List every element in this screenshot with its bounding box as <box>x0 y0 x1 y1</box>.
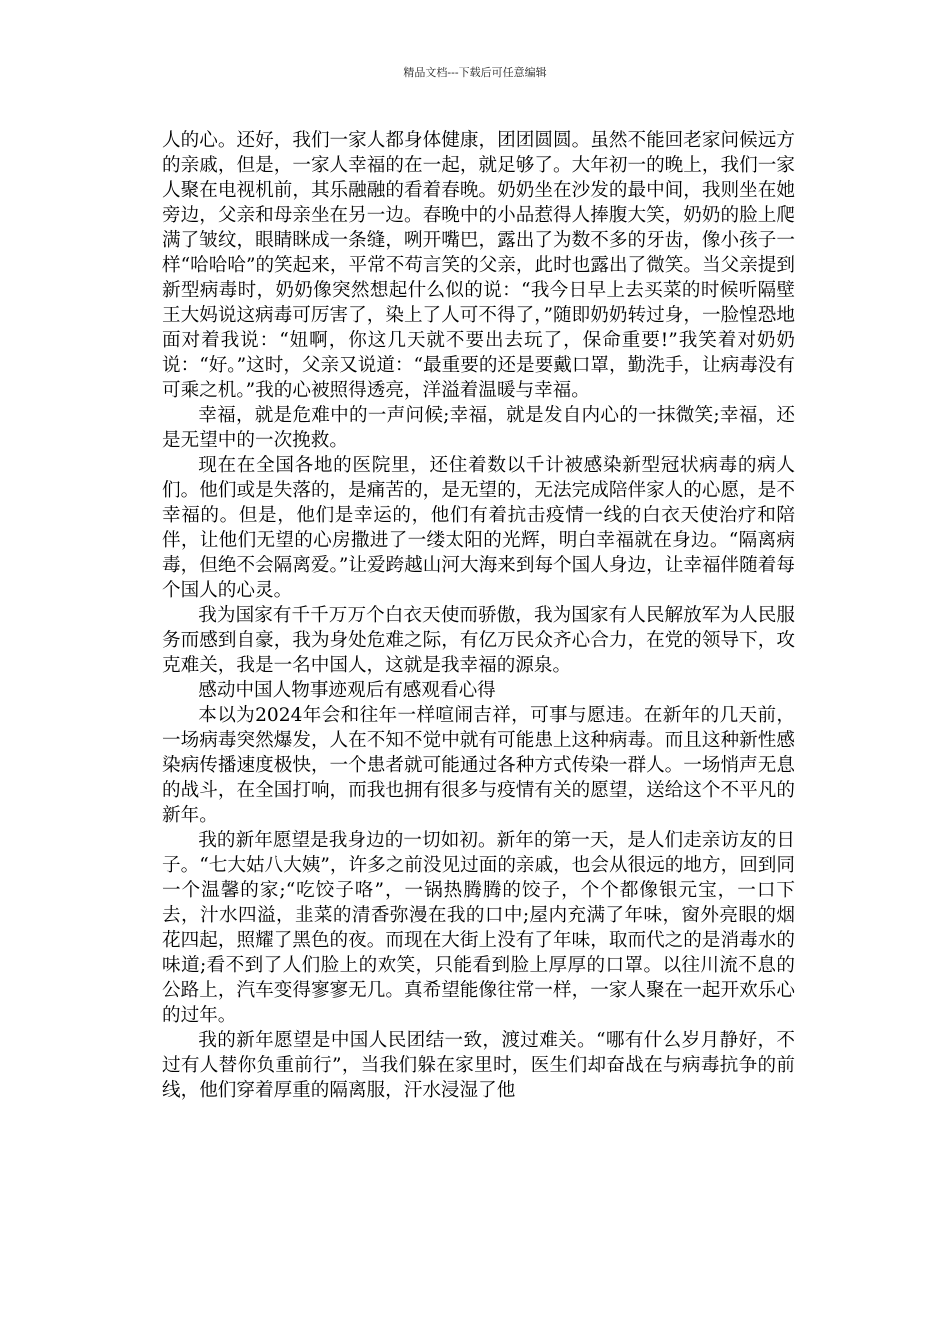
paragraph: 我的新年愿望是我身边的一切如初。新年的第一天，是人们走亲访友的日子。“七大姑八大姨”，许多之前没见过面的亲戚，也会从很远的地方，回到同一个温馨的家;“吃饺子咯”，一锅热腾腾的饺子，个个都像银元宝，一口下去，汁水四溢，韭菜的清香弥漫在我的口中;屋内充满了年味，窗外亮眼的烟花四起，照耀了黑色的夜。而现在大街上没有了年味，取而代之的是消毒水的味道;看不到了人们脸上的欢笑，只能看到脸上厚厚的口罩。以往川流不息的公路上，汽车变得寥寥无几。真希望能像往常一样，一家人聚在一起开欢乐心的过年。 <box>162 830 795 1026</box>
page-header: 精品文档---下载后可任意编辑 <box>403 66 547 79</box>
paragraph: 本以为2024年会和往年一样喧闹吉祥，可事与愿违。在新年的几天前，一场病毒突然爆发，人在不知不觉中就有可能患上这种病毒。而且这种新性感染病传播速度极快，一个患者就可能通过各种方式传染一群人。一场悄声无息的战斗，在全国打响，而我也拥有很多与疫情有关的愿望，送给这个不平凡的新年。 <box>162 705 795 826</box>
paragraph: 幸福，就是危难中的一声问候;幸福，就是发自内心的一抹微笑;幸福，还是无望中的一次挽救。 <box>162 405 795 451</box>
document-body <box>162 128 795 1103</box>
paragraph: 我的新年愿望是中国人民团结一致，渡过难关。“哪有什么岁月静好，不过有人替你负重前行”，当我们躲在家里时，医生们却奋战在与病毒抗争的前线，他们穿着厚重的隔离服，汗水浸湿了他 <box>162 1030 795 1101</box>
paragraph: 我为国家有千千万万个白衣天使而骄傲，我为国家有人民解放军为人民服务而感到自豪，我为身处危难之际，有亿万民众齐心合力，在党的领导下，攻克难关，我是一名中国人，这就是我幸福的源泉。 <box>162 605 795 676</box>
section-heading: 感动中国人物事迹观后有感观看心得 <box>198 680 496 701</box>
paragraph: 人的心。还好，我们一家人都身体健康，团团圆圆。虽然不能回老家问候远方的亲戚，但是，一家人幸福的在一起，就足够了。大年初一的晚上，我们一家人聚在电视机前，其乐融融的看着春晚。奶奶坐在沙发的最中间，我则坐在她旁边，父亲和母亲坐在另一边。春晚中的小品惹得人捧腹大笑，奶奶的脸上爬满了皱纹，眼睛眯成一条缝，咧开嘴巴，露出了为数不多的牙齿，像小孩子一样“哈哈哈”的笑起来，平常不苟言笑的父亲，此时也露出了微笑。当父亲提到新型病毒时，奶奶像突然想起什么似的说：“我今日早上去买菜的时候听隔壁王大妈说这病毒可厉害了，染上了人可不得了，”随即奶奶转过身，一脸惶恐地面对着我说：“妞啊，你这几天就不要出去玩了，保命重要!”我笑着对奶奶说：“好。”这时，父亲又说道：“最重要的还是要戴口罩，勤洗手，让病毒没有可乘之机。”我的心被照得透亮，洋溢着温暖与幸福。 <box>162 130 795 401</box>
paragraph: 现在在全国各地的医院里，还住着数以千计被感染新型冠状病毒的病人们。他们或是失落的，是痛苦的，是无望的，无法完成陪伴家人的心愿，是不幸福的。但是，他们是幸运的，他们有着抗击疫情一线的白衣天使治疗和陪伴，让他们无望的心房撒进了一缕太阳的光辉，明白幸福就在身边。“隔离病毒，但绝不会隔离爱。”让爱跨越山河大海来到每个国人身边，让幸福伴随着每个国人的心灵。 <box>162 455 795 601</box>
